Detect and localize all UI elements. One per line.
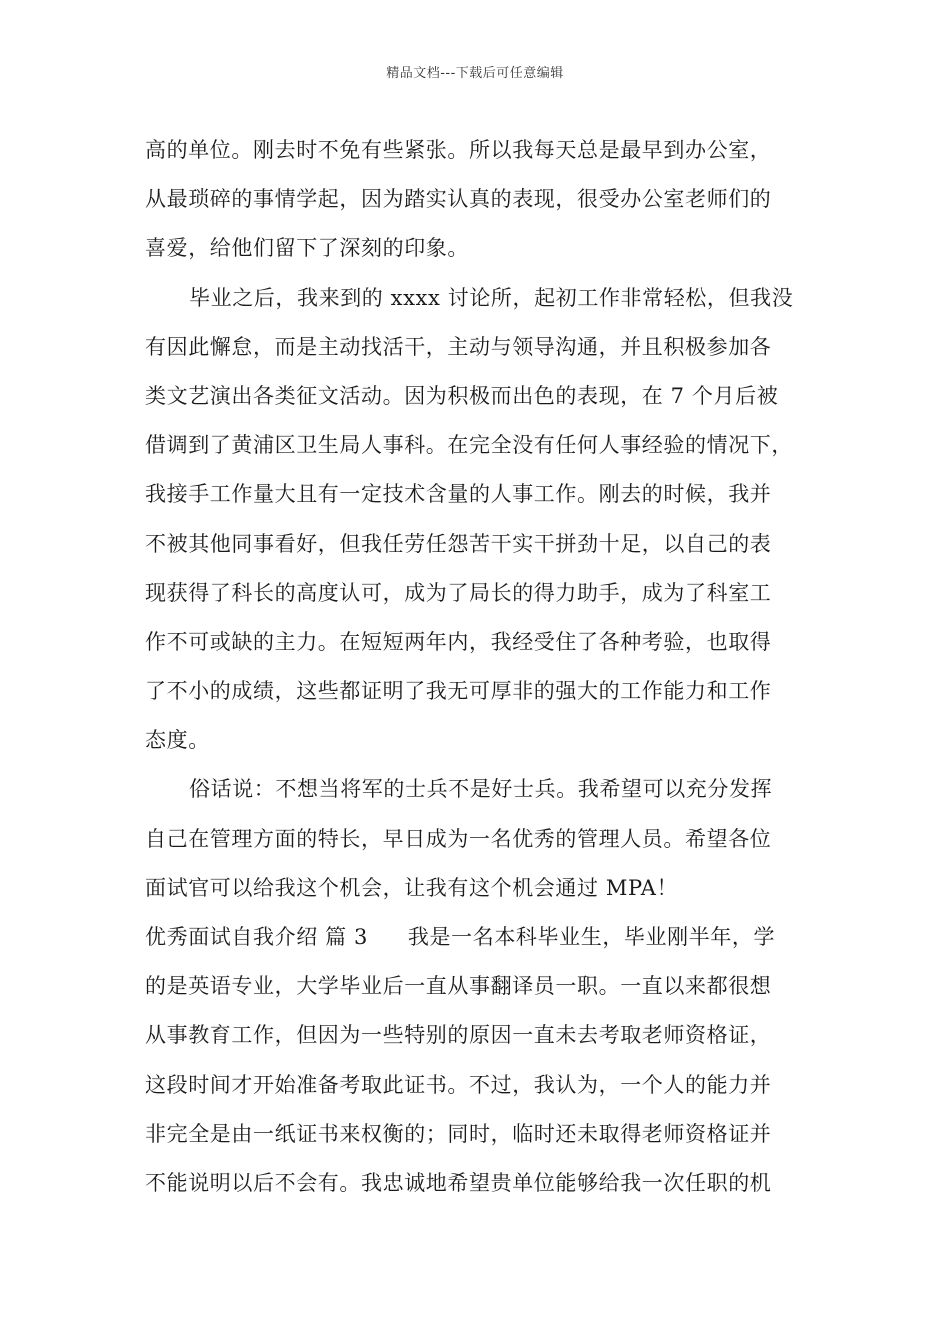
text-line: 自己在管理方面的特长，早日成为一名优秀的管理人员。希望各位 (145, 826, 772, 851)
text-line: 现获得了科长的高度认可，成为了局长的得力助手，成为了科室工 (145, 580, 772, 605)
text-line: 高的单位。刚去时不免有些紧张。所以我每天总是最早到办公室， (145, 138, 772, 162)
text-line: 我是一名本科毕业生，毕业刚半年，学 (407, 925, 776, 949)
text-line: 作不可或缺的主力。在短短两年内，我经受住了各种考验，也取得 (145, 629, 772, 654)
text-line: 我接手工作量大且有一定技术含量的人事工作。刚去的时候，我并 (145, 482, 772, 507)
text-line: 从事教育工作，但因为一些特别的原因一直未去考取老师资格证， (145, 1023, 772, 1048)
text-line: 不能说明以后不会有。我忠诚地希望贵单位能够给我一次任职的机 (145, 1170, 772, 1195)
text-line: 毕业之后，我来到的 xxxx 讨论所，起初工作非常轻松，但我没 (189, 285, 794, 310)
text-line: 喜爱，给他们留下了深刻的印象。 (145, 236, 469, 261)
paragraph-1 (145, 126, 835, 274)
text-line: 态度。 (145, 728, 210, 753)
section-3 (145, 913, 835, 1208)
text-line: 非完全是由一纸证书来权衡的；同时，临时还未取得老师资格证并 (145, 1121, 772, 1146)
text-line: 有因此懈怠，而是主动找活干，主动与领导沟通，并且积极参加各 (145, 334, 772, 359)
document-body (145, 126, 835, 1208)
text-line: 了不小的成绩，这些都证明了我无可厚非的强大的工作能力和工作 (145, 679, 772, 704)
section-heading-line (145, 913, 835, 962)
page-header: 精品文档---下载后可任意编辑 (386, 66, 564, 81)
text-line: 借调到了黄浦区卫生局人事科。在完全没有任何人事经验的情况下， (145, 433, 793, 458)
text-line: 的是英语专业，大学毕业后一直从事翻译员一职。一直以来都很想 (145, 974, 772, 999)
text-line: 不被其他同事看好，但我任劳任怨苦干实干拼劲十足，以自己的表 (145, 531, 772, 556)
paragraph-2 (145, 274, 835, 766)
text-line: 俗话说：不想当将军的士兵不是好士兵。我希望可以充分发挥 (189, 777, 773, 802)
section-heading: 优秀面试自我介绍 篇 3 (145, 925, 368, 949)
text-line: 面试官可以给我这个机会，让我有这个机会通过 MPA！ (145, 875, 679, 900)
paragraph-3 (145, 765, 835, 913)
text-line: 类文艺演出各类征文活动。因为积极而出色的表现，在 7 个月后被 (145, 383, 779, 408)
text-line: 这段时间才开始准备考取此证书。不过，我认为，一个人的能力并 (145, 1072, 772, 1097)
text-line: 从最琐碎的事情学起，因为踏实认真的表现，很受办公室老师们的 (145, 187, 772, 212)
